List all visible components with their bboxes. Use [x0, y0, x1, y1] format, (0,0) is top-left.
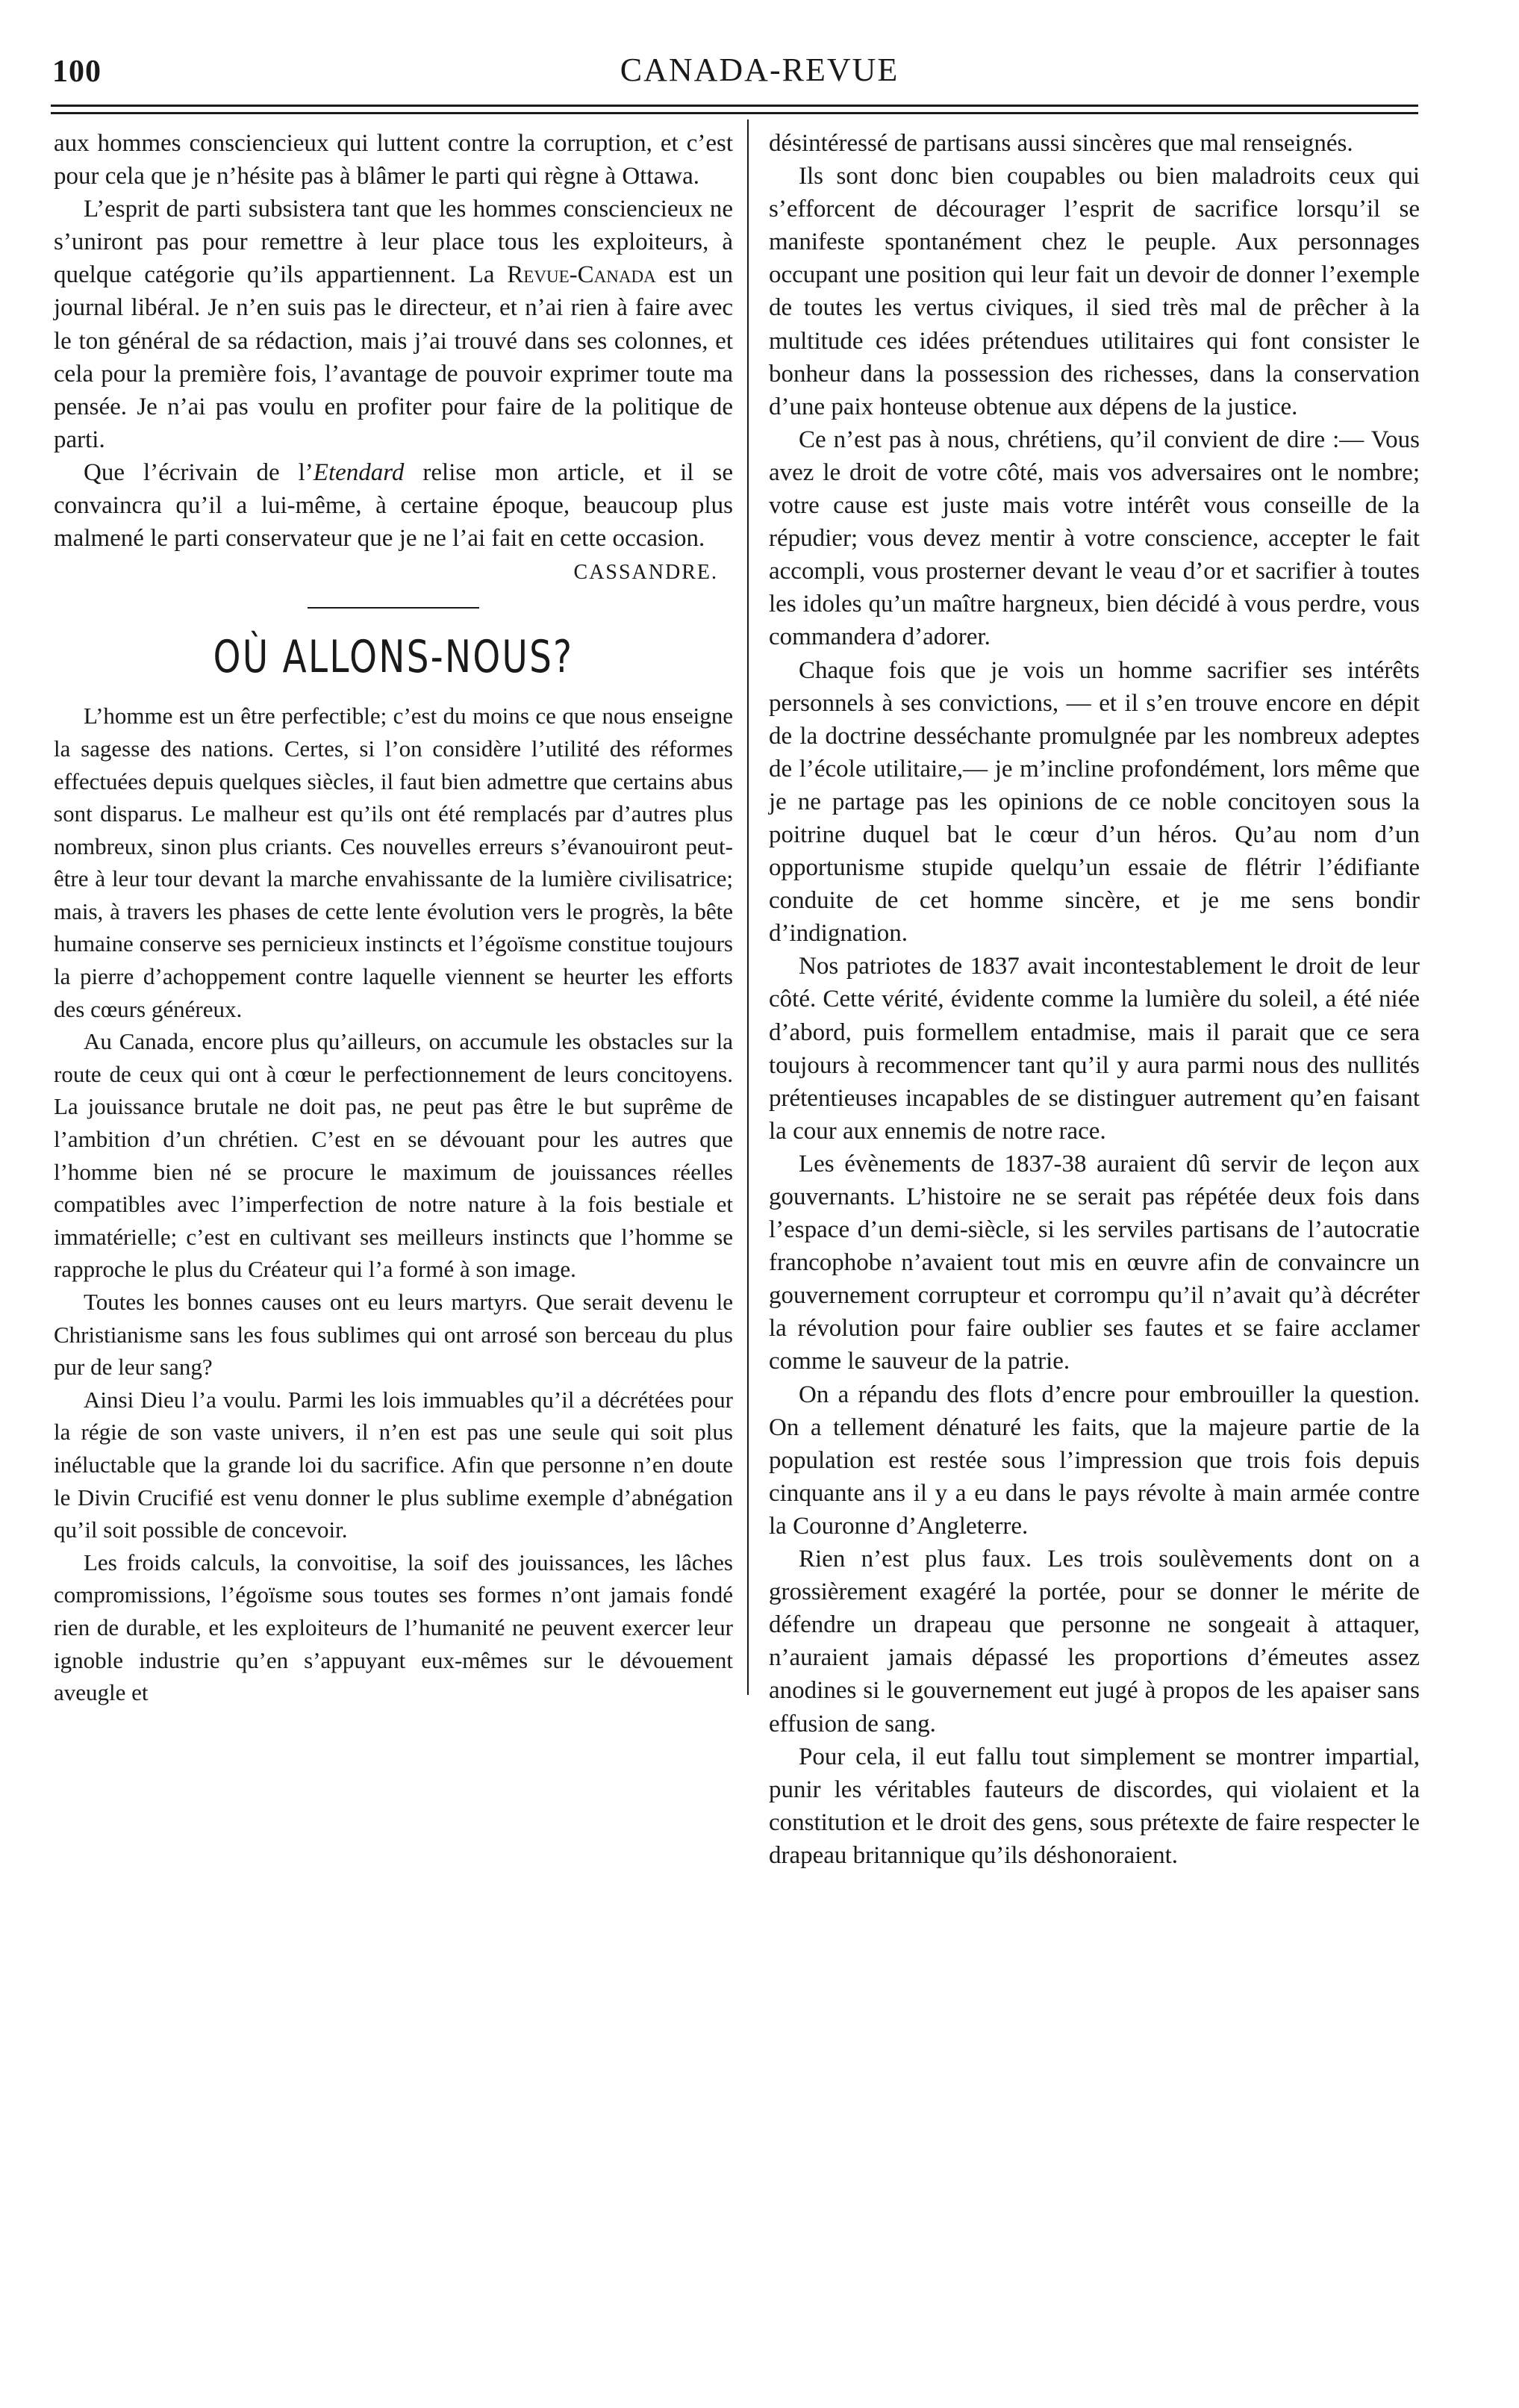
paragraph: Nos patriotes de 1837 avait incontestablement le droit de leur côté. Cette vérité, évidente comme la lumière du soleil, a été niée d’abord, puis formellem entadmise, mais il parait que ce sera toujours à recommencer tant qu’il y aura parmi nous des nullités prétentieuses incapables de se distinguer autrement qu’en faisant la cour aux ennemis de notre race.	[769, 953, 1420, 1145]
running-title: CANADA-REVUE	[620, 52, 899, 88]
paragraph: Ainsi Dieu l’a voulu. Parmi les lois immuables qu’il a décrétées pour la régie de son vaste univers, il n’en est pas une seule qui soit plus inéluctable que la grande loi du sacrifice. Afin que personne n’en doute le Divin Crucifié est venu donner le plus sublime exemple d’abnégation qu’il soit possible de concevoir.	[54, 1386, 733, 1543]
paragraph: Au Canada, encore plus qu’ailleurs, on accumule les obstacles sur la route de ceux qui ont à cœur le perfectionnement de leurs concitoyens. La jouissance brutale ne doit pas, ne peut pas être le but suprême de l’ambition d’un chrétien. C’est en se dévouant pour les autres que l’homme bien né se procure le maximum de jouissances réelles compatibles avec l’imperfection de notre nature à la fois bestiale et immatérielle; c’est en cultivant ses meilleurs instincts que l’homme se rapproche le plus du Créateur qui l’a formé à son image.	[54, 1028, 733, 1283]
text-run: relise mon article, et il se convaincra qu’il a lui-même, à certaine époque, beaucoup plus malmené le parti conservateur que je ne l’ai fait en cette occasion.	[54, 458, 733, 553]
paragraph: Les évènements de 1837-38 auraient dû servir de leçon aux gouvernants. L’histoire ne se serait pas répétée deux fois dans l’espace d’un demi-siècle, si les serviles partisans de l’autocratie francophobe n’avaient tout mis en œuvre afin de convaincre un gouvernement corrupteur et corrompu qu’il n’avait qu’à décréter la révolution pour faire oublier ses fautes et se faire acclamer comme le sauveur de la patrie.	[769, 1150, 1420, 1375]
paragraph: Ils sont donc bien coupables ou bien maladroits ceux qui s’efforcent de décourager l’esprit de sacrifice lorsqu’il se manifeste spontanément chez le peuple. Aux personnages occupant une position qui leur fait un devoir de donner l’exemple de toutes les vertus civiques, il sied très mal de prêcher à la multitude ces idées prétendues utilitaires qui font consister le bonheur dans la possession des richesses, dans la conservation d’une paix honteuse obtenue aux dépens de la justice.	[769, 163, 1420, 420]
paragraph: Rien n’est plus faux. Les trois soulèvements dont on a grossièrement exagéré la portée, pour se donner le mérite de défendre un drapeau que personne ne songeait à attaquer, n’auraient jamais dépassé les proportions d’émeutes assez anodines si le gouvernement eut jugé à propos de les apaiser sans effusion de sang.	[769, 1546, 1420, 1737]
page-number: 100	[52, 55, 102, 89]
text-run: Que l’écrivain de l’	[84, 458, 314, 486]
paragraph: L’homme est un être perfectible; c’est du moins ce que nous enseigne la sagesse des nations. Certes, si l’on considère l’utilité des réformes effectuées depuis quelques siècles, il faut bien admettre que certains abus sont disparus. Le malheur est qu’ils ont été remplacés par d’autres plus nombreux, sinon plus criants. Ces nouvelles erreurs s’évanouiront peut-être à leur tour devant la marche envahissante de la lumière civilisatrice; mais, à travers les phases de cette lente évolution vers le progrès, la bête humaine conserve ses pernicieux instincts et l’égoïsme constitue toujours la pierre d’achoppement contre laquelle viennent se heurter les efforts des cœurs généreux.	[54, 703, 733, 1022]
signature: CASSANDRE.	[573, 561, 718, 585]
text-run: L’esprit de parti subsistera tant que les hommes consciencieux ne s’uniront pas pour remettre à leur place tous les exploiteurs, à quelque catégorie qu’ils appartiennent. La	[54, 196, 733, 289]
paragraph: désintéressé de partisans aussi sincères que mal renseignés.	[769, 130, 1353, 157]
paragraph: Les froids calculs, la convoitise, la soif des jouissances, les lâches compromissions, l’égoïsme sous toutes ses formes n’ont jamais fondé rien de durable, et les exploiteurs de l’humanité ne peuvent exercer leur ignoble industrie qu’en s’appuyant eux-mêmes sur le dévouement aveugle et	[54, 1549, 733, 1706]
text-run: est un journal libéral. Je n’en suis pas le directeur, et n’ai rien à faire avec le ton général de sa rédaction, mais j’ai trouvé dans ses colonnes, et cela pour la première fois, l’avantage de pouvoir exprimer toute ma pensée. Je n’ai pas voulu en profiter pour faire de la politique de parti.	[54, 261, 733, 453]
journal-name: Revue-Canada	[507, 261, 656, 289]
journal-name: Etendard	[313, 458, 405, 486]
paragraph: On a répandu des flots d’encre pour embrouiller la question. On a tellement dénaturé les faits, que la majeure partie de la population est restée sous l’impression que trois fois depuis cinquante ans il y a eu dans le pays révolte à main armée contre la Couronne d’Angleterre.	[769, 1381, 1420, 1540]
article-heading: OÙ ALLONS-NOUS?	[213, 631, 574, 684]
paragraph: Chaque fois que je vois un homme sacrifier ses intérêts personnels à ses convictions, — et il s’en trouve encore en dépit de la doctrine desséchante promulgnée par les nombreux adeptes de l’école utilitaire,— je m’incline profondément, lors même que je ne partage pas les opinions de ce noble concitoyen sous la poitrine duquel bat le cœur d’un héros. Qu’au nom d’un opportunisme stupide quelqu’un essaie de flétrir l’édifiante conduite de cet homme sincère, et je me sens bondir d’indignation.	[769, 656, 1420, 948]
right-column	[769, 127, 1420, 1872]
paragraph	[54, 456, 733, 555]
paragraph: aux hommes consciencieux qui luttent contre la corruption, et c’est pour cela que je n’hésite pas à blâmer le parti qui règne à Ottawa.	[54, 130, 733, 190]
column-divider	[747, 119, 749, 1695]
header-rule-bottom	[51, 112, 1418, 114]
paragraph: Toutes les bonnes causes ont eu leurs martyrs. Que serait devenu le Christianisme sans les fous sublimes qui ont arrosé son berceau du plus pur de leur sang?	[54, 1289, 733, 1381]
left-column	[54, 127, 733, 1709]
paragraph: Ce n’est pas à nous, chrétiens, qu’il convient de dire :— Vous avez le droit de votre côté, mais vos adversaires ont le nombre; votre cause est juste mais votre intérêt vous conseille de la répudier; vous devez mentir à votre conscience, accepter le fait accompli, vous prosterner devant le veau d’or et sacrifier à toutes les idoles qu’un maître hargneux, bien décidé à vous perdre, vous commandera d’adorer.	[769, 426, 1420, 651]
header-rule-top	[51, 105, 1418, 107]
section-rule	[308, 607, 479, 609]
article-body	[54, 700, 733, 1708]
paragraph: Pour cela, il eut fallu tout simplement se montrer impartial, punir les véritables fauteurs de discordes, qui violaient et la constitution et le droit des gens, sous prétexte de faire respecter le drapeau britannique qu’ils déshonoraient.	[769, 1743, 1420, 1869]
paragraph	[54, 193, 733, 456]
